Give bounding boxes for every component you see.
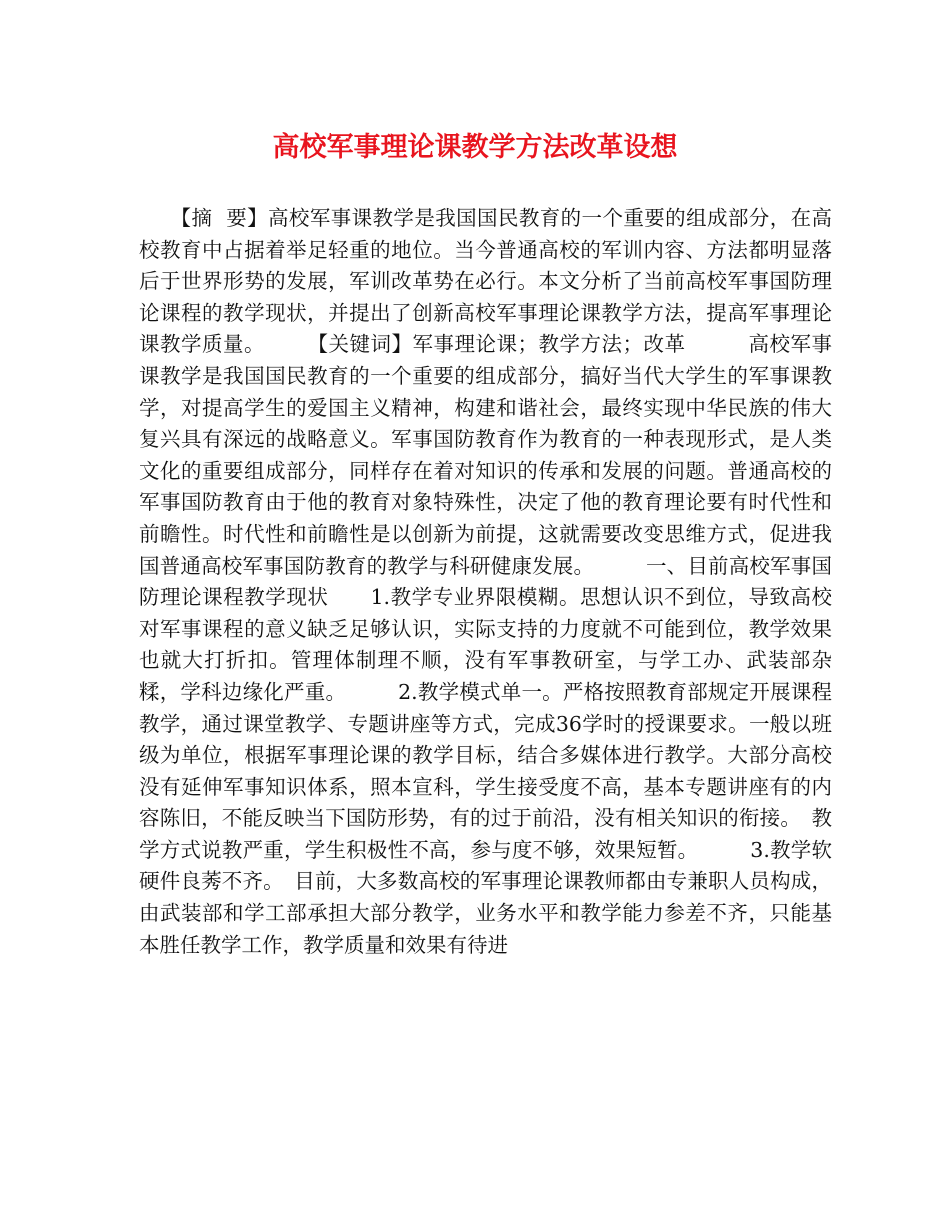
document-title: 高校军事理论课教学方法改革设想 [272,132,678,163]
document-body: 【摘 要】高校军事课教学是我国国民教育的一个重要的组成部分，在高校教育中占据着举足轻重的地位。当今普通高校的军训内容、方法都明显落后于世界形势的发展，军训改革势在必行。本文分析了当前高校军事国防理论课程的教学现状，并提出了创新高校军事理论课教学方法，提高军事理论课教学质量。 【关键词】军事理论课；教学方法；改革 高校军事课教学是我国国民教育的一个重要的组成部分，搞好当代大学生的军事课教学，对提高学生的爱国主义精神，构建和谐社会，最终实现中华民族的伟大复兴具有深远的战略意义。军事国防教育作为教育的一种表现形式，是人类文化的重要组成部分，同样存在着对知识的传承和发展的问题。普通高校的军事国防教育由于他的教育对象特殊性，决定了他的教育理论要有时代性和前瞻性。时代性和前瞻性是以创新为前提，这就需要改变思维方式，促进我国普通高校军事国防教育的教学与科研健康发展。 一、目前高校军事国防理论课程教学现状 1.教学专业界限模糊。思想认识不到位，导致高校对军事课程的意义缺乏足够认识，实际支持的力度就不可能到位，教学效果也就大打折扣。管理体制理不顺，没有军事教研室，与学工办、武装部杂糅，学科边缘化严重。 2.教学模式单一。严格按照教育部规定开展课程教学，通过课堂教学、专题讲座等方式，完成36学时的授课要求。一般以班级为单位，根据军事理论课的教学目标，结合多媒体进行教学。大部分高校没有延伸军事知识体系，照本宣科，学生接受度不高，基本专题讲座有的内容陈旧，不能反映当下国防形势，有的过于前沿，没有相关知识的衔接。 教学方式说教严重，学生积极性不高，参与度不够，效果短暂。 3.教学软硬件良莠不齐。 目前，大多数高校的军事理论课教师都由专兼职人员构成，由武装部和学工部承担大部分教学，业务水平和教学能力参差不齐，只能基本胜任教学工作，教学质量和效果有待进 [139,206,832,957]
